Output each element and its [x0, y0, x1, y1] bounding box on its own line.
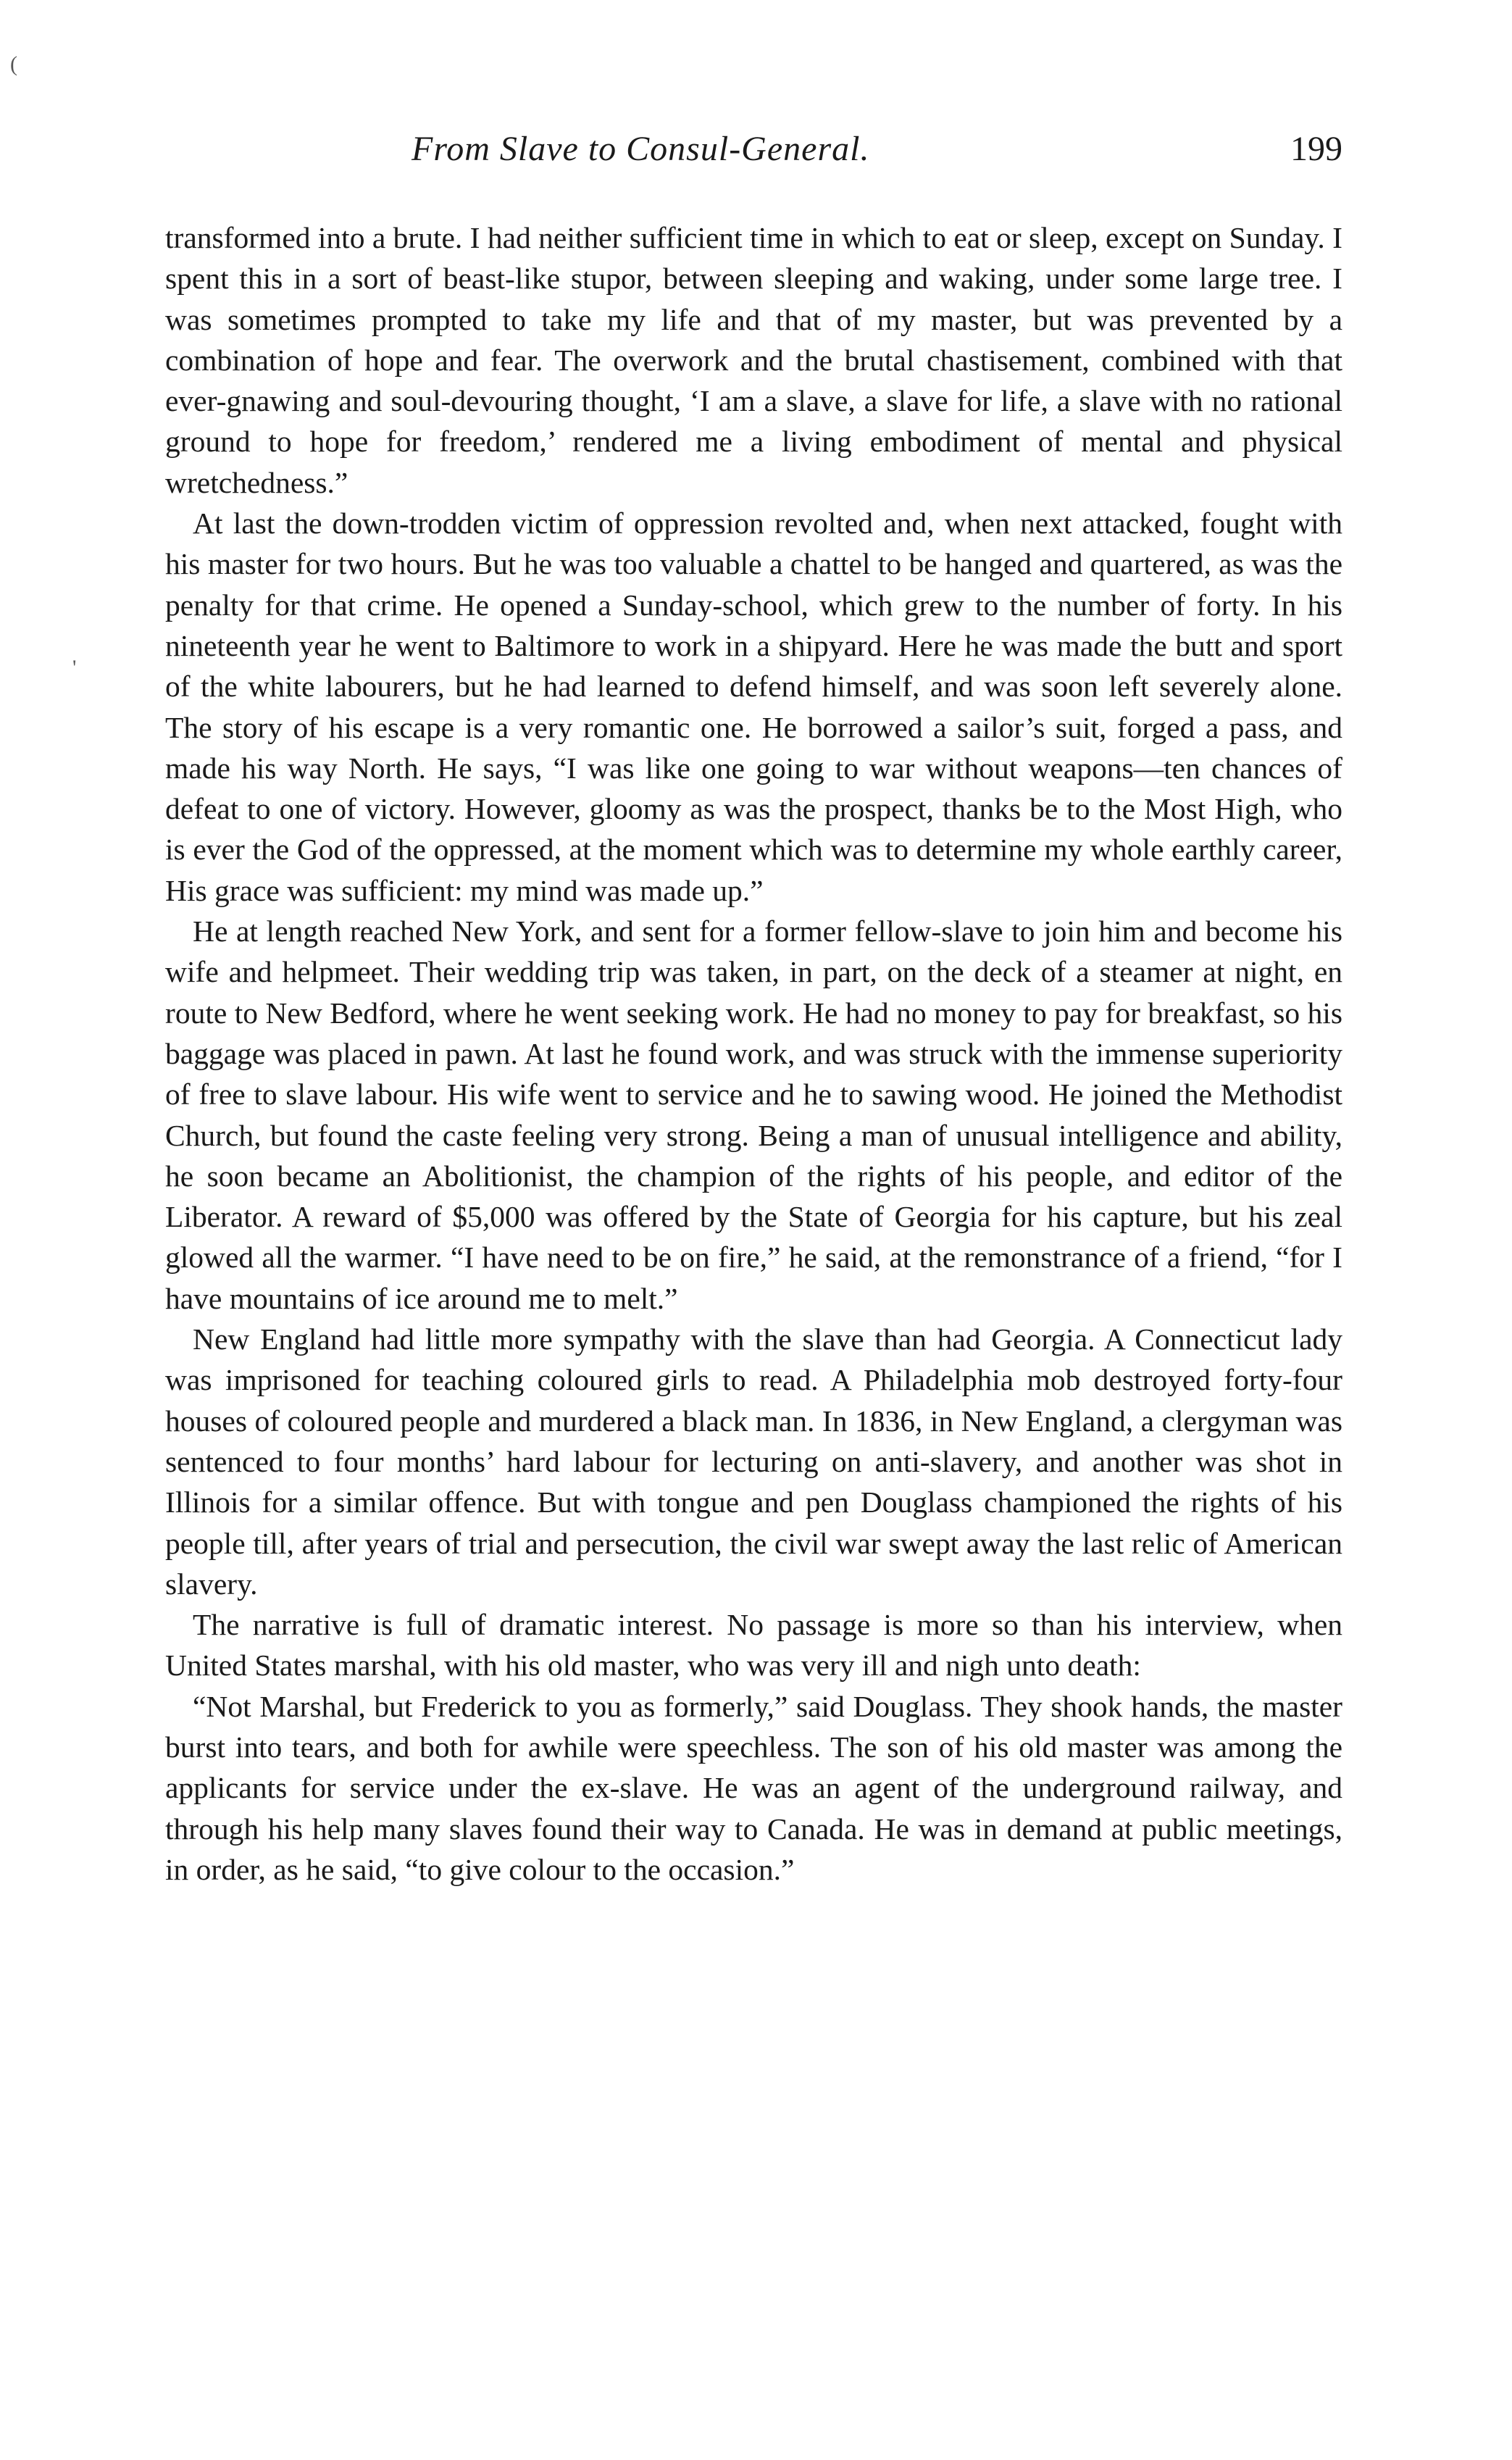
margin-mark: ( — [10, 52, 17, 76]
page-header — [165, 129, 1342, 180]
page-number: 199 — [1290, 130, 1342, 168]
paragraph: New England had little more sympathy with the slave than had Georgia. A Connecticut lady was imprisoned for teaching coloured girls to read. A Philadelphia mob destroyed forty-four houses of coloured people and murdered a black man. In 1836, in New England, a clergyman was sentenced to four months’ hard labour for lecturing on anti-slavery, and another was shot in Illinois for a similar offence. But with tongue and pen Douglass championed the rights of his people till, after years of trial and persecution, the civil war swept away the last relic of American slavery. — [165, 1322, 1342, 1601]
paragraph: The narrative is full of dramatic interest. No passage is more so than his interview, when United States marshal, with his old master, who was very ill and nigh unto death: — [165, 1608, 1342, 1683]
paragraph: He at length reached New York, and sent for a former fellow-slave to join him and become his wife and helpmeet. Their wedding trip was taken, in part, on the deck of a steamer at night, en route to New Bedford, where he went seeking work. He had no money to pay for breakfast, so his baggage was placed in pawn. At last he found work, and was struck with the immense superiority of free to slave labour. His wife went to service and he to sawing wood. He joined the Methodist Church, but found the caste feeling very strong. Being a man of unusual intelligence and ability, he soon became an Abolitionist, the champion of the rights of his people, and editor of the Liberator. A reward of $5,000 was offered by the State of Georgia for his capture, but his zeal glowed all the warmer. “I have need to be on fire,” he said, at the remonstrance of a friend, “for I have mountains of ice around me to melt.” — [165, 914, 1342, 1315]
running-title: From Slave to Consul-General. — [412, 130, 870, 168]
body-text — [165, 217, 1342, 1890]
paragraph: “Not Marshal, but Frederick to you as formerly,” said Douglass. They shook hands, the master burst into tears, and both for awhile were speechless. The son of his old master was among the applicants for service under the ex-slave. He was an agent of the underground railway, and through his help many slaves found their way to Canada. He was in demand at public meetings, in order, as he said, “to give colour to the occasion.” — [165, 1689, 1342, 1886]
paragraph: At last the down-trodden victim of oppression revolted and, when next attacked, fought with his master for two hours. But he was too valuable a chattel to be hanged and quartered, as was the penalty for that crime. He opened a Sunday-school, which grew to the number of forty. In his nineteenth year he went to Baltimore to work in a shipyard. Here he was made the butt and sport of the white labourers, but he had learned to defend himself, and was soon left severely alone. The story of his escape is a very romantic one. He borrowed a sailor’s suit, forged a pass, and made his way North. He says, “I was like one going to war without weapons—ten chances of defeat to one of victory. However, gloomy as was the prospect, thanks be to the Most High, who is ever the God of the oppressed, at the moment which was to determine my whole earthly career, His grace was sufficient: my mind was made up.” — [165, 506, 1342, 907]
margin-mark: ' — [72, 656, 77, 680]
paragraph: transformed into a brute. I had neither sufficient time in which to eat or sleep, except on Sunday. I spent this in a sort of beast-like stupor, between sleeping and waking, under some large tree. I was sometimes prompted to take my life and that of my master, but was prevented by a combination of hope and fear. The overwork and the brutal chastisement, combined with that ever-gnawing and soul-devouring thought, ‘I am a slave, a slave for life, a slave with no rational ground to hope for freedom,’ rendered me a living embodiment of mental and physical wretchedness.” — [165, 221, 1342, 499]
